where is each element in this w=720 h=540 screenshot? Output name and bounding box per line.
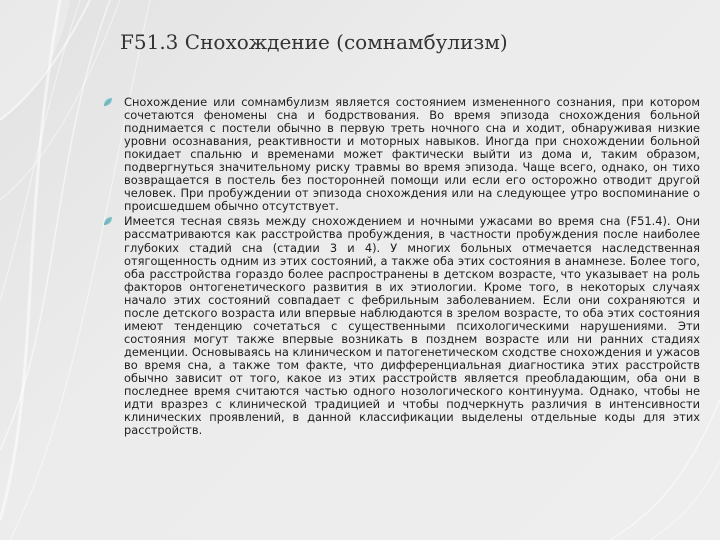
- bullet-item: [100, 96, 700, 213]
- bullet-text: Имеется тесная связь между снохождением и ночными ужасами во время сна (F51.4). Они рассматриваются как расстройства пробуждения, в частности пробуждения после наиболее глубоких стадий сна (стадии 3 и 4). У многих больных отмечается наследственная отягощенность одним из этих состояний, а также оба этих состояния в анамнезе. Более того, оба расстройства гораздо более распространены в детском возрасте, что указывает на роль факторов онтогенетического развития в их этиологии. Кроме того, в некоторых случаях начало этих состояний совпадает с фебрильным заболеванием. Если они сохраняются и после детского возраста или впервые наблюдаются в зрелом возрасте, то оба этих состояния имеют тенденцию сочетаться с существенными психологическими нарушениями. Эти состояния могут также впервые возникать в позднем возрасте или ни ранних стадиях деменции. Основываясь на клиническом и патогенетическом сходстве снохождения и ужасов во время сна, а также том факте, что дифференциальная диагностика этих расстройств обычно зависит от того, какое из этих расстройств является преобладающим, оба они в последнее время считаются частью одного нозологического континуума. Однако, чтобы не идти вразрез с клинической традицией и чтобы подчеркнуть различия в интенсивности клинических проявлений, в данной классификации выделены отдельные коды для этих расстройств.: [124, 214, 700, 438]
- bullet-item: [100, 215, 700, 437]
- bullet-list: [100, 96, 700, 439]
- leaf-bullet-icon: [103, 216, 113, 226]
- bullet-text: Снохождение или сомнамбулизм является состоянием измененного сознания, при котором сочетаются феномены сна и бодрствования. Во время эпизода снохождения больной поднимается с постели обычно в первую треть ночного сна и ходит, обнаруживая низкие уровни осознавания, реактивности и моторных навыков. Иногда при снохождении больной покидает спальню и временами может фактически выйти из дома и, таким образом, подвергнуться значительному риску травмы во время эпизода. Чаще всего, однако, он тихо возвращается в постель без посторонней помощи или если его осторожно отводит другой человек. При пробуждении от эпизода снохождения или на следующее утро воспоминание о происшедшем обычно отсутствует.: [124, 95, 700, 214]
- slide-title: F51.3 Снохождение (сомнамбулизм): [120, 30, 508, 54]
- leaf-bullet-icon: [103, 97, 113, 107]
